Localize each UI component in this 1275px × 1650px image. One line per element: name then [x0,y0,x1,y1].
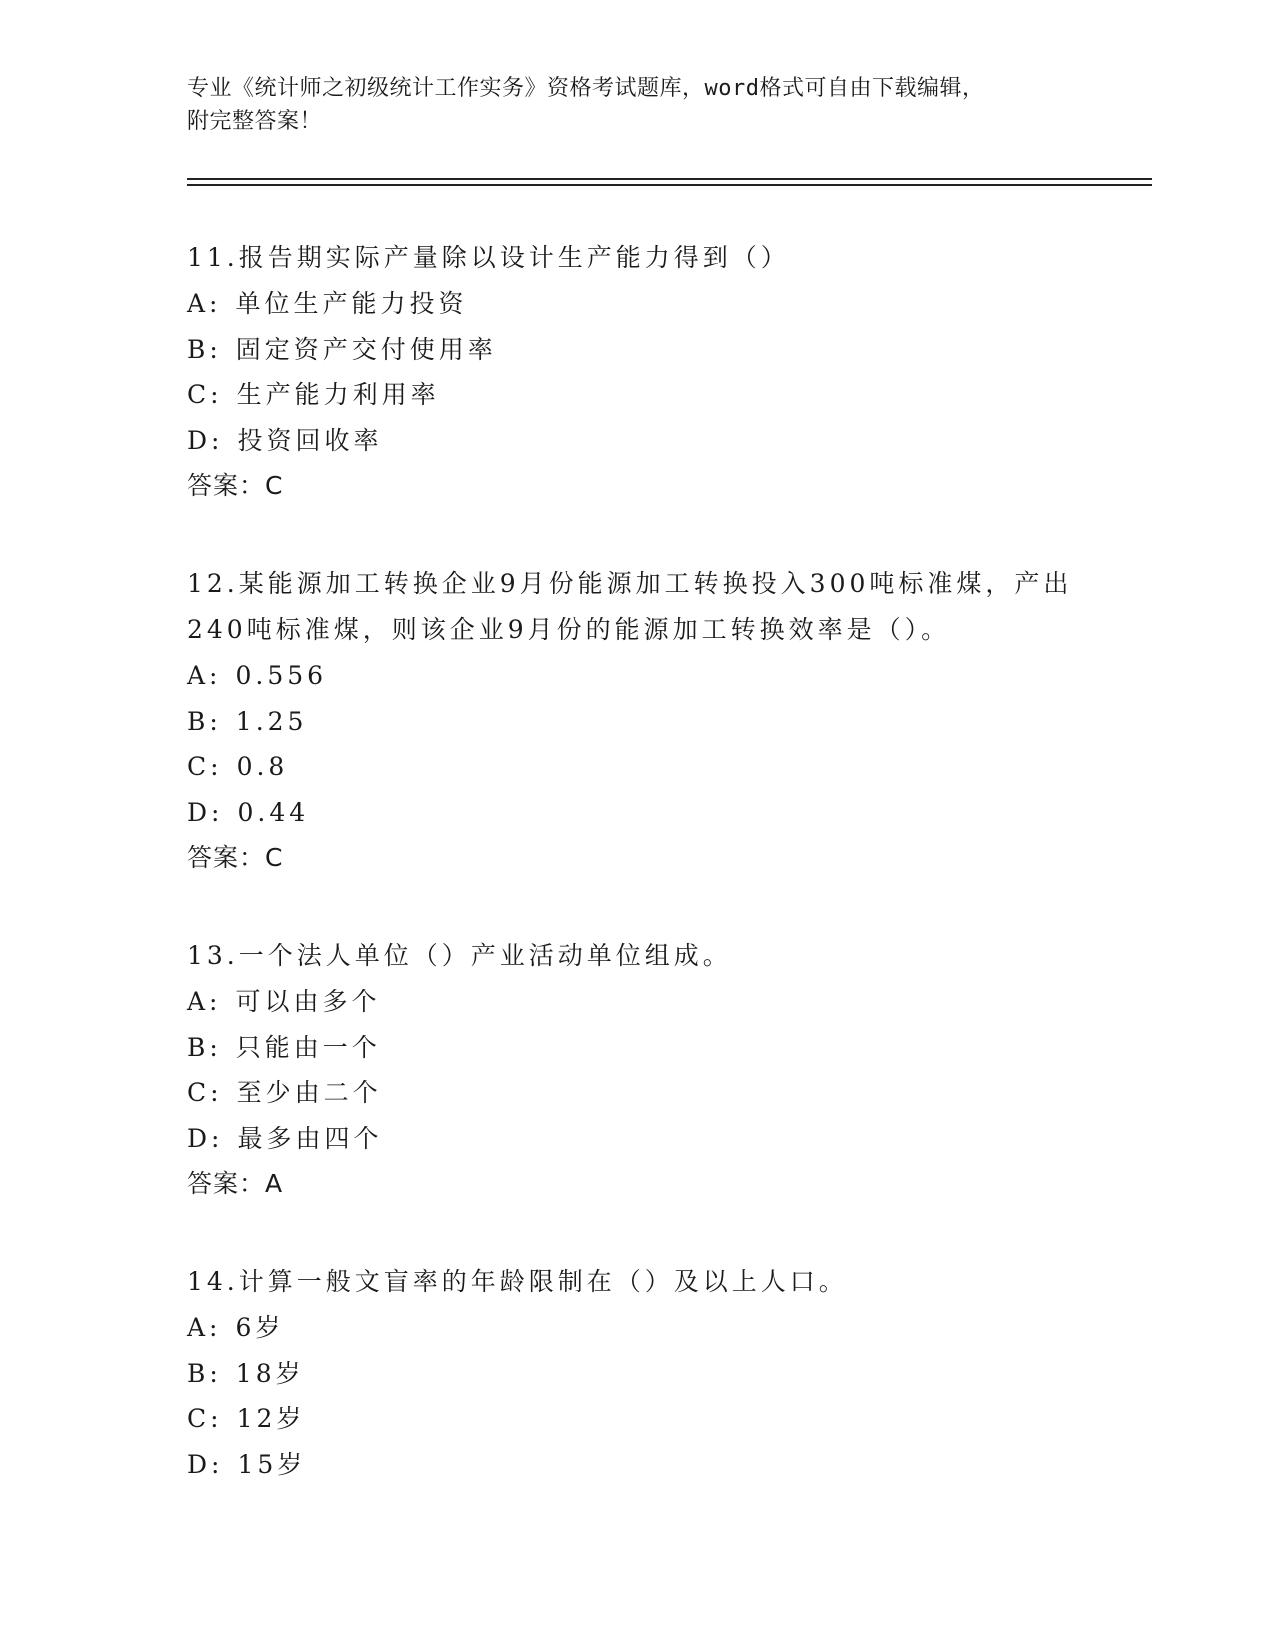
option-text: 投资回收率 [237,425,383,455]
answer-label: 答案： [187,843,266,872]
option-key: A: [187,987,222,1016]
option-a [187,653,1087,699]
document-header [187,72,1087,138]
option-text: 1.25 [235,706,308,736]
option-a [187,1305,1087,1351]
option-text: 可以由多个 [235,987,381,1016]
option-key: D: [187,797,224,827]
option-text: 只能由一个 [235,1032,381,1062]
question-stem: 14.计算一般文盲率的年龄限制在（）及以上人口。 [187,1267,848,1296]
option-key: C: [187,380,223,409]
option-text: 6岁 [235,1313,285,1342]
option-key: B: [187,706,222,736]
option-key: D: [187,425,224,455]
option-text: 15岁 [237,1449,307,1479]
question-stem: 11.报告期实际产量除以设计生产能力得到（） [187,243,790,272]
option-d [187,1116,1087,1162]
option-key: A: [187,1313,222,1342]
option-text: 0.556 [235,661,328,690]
option-text: 单位生产能力投资 [235,289,468,318]
option-c [187,1396,1087,1442]
option-d [187,790,1087,836]
header-divider-top [187,178,1152,180]
question-list [187,235,1087,1540]
header-line-2: 附完整答案！ [187,109,323,134]
option-text: 0.8 [236,752,289,781]
option-b [187,1351,1087,1397]
option-key: C: [187,1404,223,1433]
option-d [187,1442,1087,1488]
option-c [187,744,1087,790]
option-text: 固定资产交付使用率 [235,334,497,364]
option-key: C: [187,1078,223,1107]
option-d [187,418,1087,464]
question-stem: 13.一个法人单位（）产业活动单位组成。 [187,941,732,970]
option-key: B: [187,1032,222,1062]
question-13 [187,933,1087,1206]
option-text: 生产能力利用率 [236,380,440,409]
option-text: 至少由二个 [236,1078,382,1107]
question-12 [187,561,1087,880]
option-key: B: [187,1358,222,1388]
header-line-1: 专业《统计师之初级统计工作实务》资格考试题库，word格式可自由下载编辑， [187,76,985,101]
option-c [187,1070,1087,1116]
option-text: 12岁 [236,1404,306,1433]
question-stem: 12.某能源加工转换企业9月份能源加工转换投入300吨标准煤，产出240吨标准煤，则该企业9月份的能源加工转换效率是（）。 [187,569,1073,644]
option-key: A: [187,289,222,318]
option-a [187,281,1087,327]
option-key: D: [187,1123,224,1153]
answer-value: C [265,471,284,500]
option-key: D: [187,1449,224,1479]
answer-line [187,463,1087,508]
option-key: C: [187,752,223,781]
option-b [187,1025,1087,1071]
option-text: 18岁 [235,1358,305,1388]
option-c [187,372,1087,418]
question-14 [187,1259,1087,1487]
answer-value: C [265,843,284,872]
option-b [187,327,1087,373]
option-key: A: [187,661,222,690]
option-text: 0.44 [237,797,310,827]
answer-label: 答案： [187,471,266,500]
question-11 [187,235,1087,508]
answer-label: 答案： [187,1169,266,1198]
option-key: B: [187,334,222,364]
answer-line [187,1161,1087,1206]
answer-value: A [265,1169,284,1198]
option-b [187,699,1087,745]
option-a [187,979,1087,1025]
header-divider-bottom [187,184,1152,186]
option-text: 最多由四个 [237,1123,383,1153]
answer-line [187,835,1087,880]
